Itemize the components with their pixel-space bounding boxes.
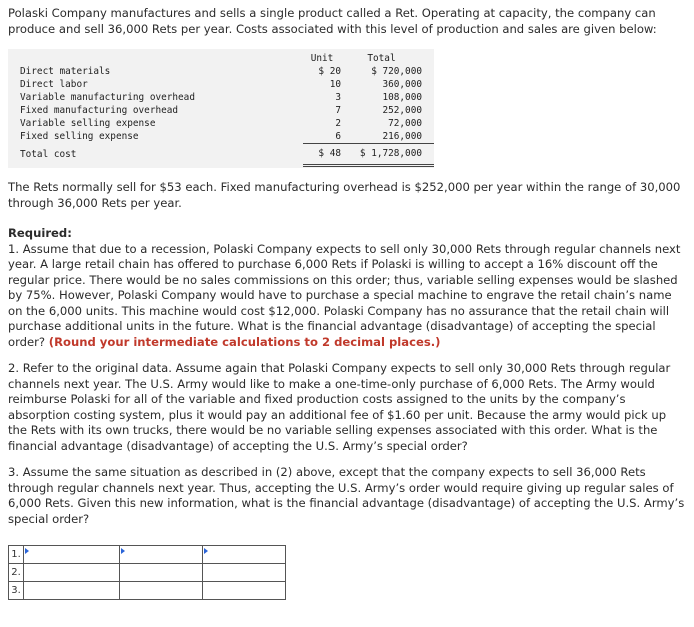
cost-total: 252,000 — [382, 105, 422, 116]
cost-table — [8, 52, 434, 167]
question-3-text: 3. Assume the same situation as described in (2) above, except that the company expects to sell 36,000 Rets through regular channels next year. Thus, accepting the U.S. Army’s order would require giving up regular sales of 6,000 Rets. Given this new information, what is the financial advantage (disadvantage) of accepting the U.S. Army’s special order? — [8, 465, 685, 526]
cost-label: Fixed selling expense — [20, 131, 139, 143]
cost-total: 360,000 — [382, 79, 422, 90]
cost-label: Fixed manufacturing overhead — [20, 105, 179, 116]
required-section — [8, 226, 686, 350]
answer-row — [9, 546, 286, 564]
cost-total: $ 720,000 — [371, 66, 422, 77]
rounding-note: (Round your intermediate calculations to 2 decimal places.) — [48, 334, 441, 349]
required-title: Required: — [8, 226, 72, 240]
question-1-text: 1. Assume that due to a recession, Polaski Company expects to sell only 30,000 Rets through regular channels next year. A large retail chain has offered to purchase 6,000 Rets if Polaski is willing to accept a 16% discount off the regular price. There would be no sales commissions on this order; thus, variable selling expenses would be slashed by 75%. However, Polaski Company would have to purchase a special machine to engrave the retail chain’s name on the 6,000 units. This machine would cost $12,000. Polaski Company has no assurance that the retail chain will purchase additional units in the future. What is the financial advantage (disadvantage) of accepting the special order? — [8, 241, 681, 349]
total-cost-unit: $ 48 — [303, 144, 341, 166]
answer-input-cell[interactable] — [203, 546, 286, 564]
input-flag-icon — [121, 548, 125, 554]
sell-price-note: The Rets normally sell for $53 each. Fixed manufacturing overhead is $252,000 per year within the range of 30,000 through 36,000 Rets per year. — [8, 180, 681, 210]
total-column-header: Total — [367, 53, 396, 64]
cost-unit: $ 20 — [318, 66, 341, 77]
cost-table-header — [8, 52, 434, 65]
cost-total: 72,000 — [388, 118, 422, 129]
answer-input-cell[interactable] — [24, 546, 120, 564]
cost-total: 216,000 — [341, 130, 434, 144]
unit-column-header: Unit — [310, 53, 334, 64]
total-cost-total: $ 1,728,000 — [341, 144, 434, 166]
cost-label: Direct materials — [20, 66, 111, 77]
answer-input-cell[interactable] — [24, 582, 120, 600]
cost-total-row — [8, 144, 434, 166]
cost-unit: 6 — [303, 130, 341, 144]
cost-unit: 7 — [335, 105, 341, 116]
answer-row — [9, 582, 286, 600]
answer-input-cell[interactable] — [120, 582, 203, 600]
cost-row — [8, 91, 434, 104]
cost-label: Variable manufacturing overhead — [20, 92, 195, 103]
answer-row-number: 2. — [9, 564, 24, 582]
total-cost-label: Total cost — [20, 148, 77, 160]
cost-table-panel — [8, 49, 434, 168]
cost-unit: 3 — [335, 92, 341, 103]
answer-input-cell[interactable] — [24, 564, 120, 582]
cost-unit: 10 — [329, 79, 341, 90]
cost-row — [8, 104, 434, 117]
cost-label: Direct labor — [20, 79, 88, 90]
input-flag-icon — [204, 548, 208, 554]
cost-unit: 2 — [335, 118, 341, 129]
cost-row — [8, 117, 434, 130]
cost-row — [8, 65, 434, 78]
input-flag-icon — [25, 548, 29, 554]
answer-input-cell[interactable] — [203, 582, 286, 600]
answer-input-cell[interactable] — [203, 564, 286, 582]
answer-input-cell[interactable] — [120, 546, 203, 564]
answer-row — [9, 564, 286, 582]
cost-total: 108,000 — [382, 92, 422, 103]
cost-row — [8, 78, 434, 91]
answer-table — [8, 545, 286, 600]
question-2-text: 2. Refer to the original data. Assume again that Polaski Company expects to sell only 30,000 Rets through regular channels next year. The U.S. Army would like to make a one-time-only purchase of 6,000 Rets. The Army would reimburse Polaski for all of the variable and fixed production costs assigned to the units by the company’s absorption costing system, plus it would pay an additional fee of $1.60 per unit. Because the army would pick up the Rets with its own trucks, there would be no variable selling expenses associated with this order. What is the financial advantage (disadvantage) of accepting the U.S. Army’s special order? — [8, 361, 671, 453]
cost-label: Variable selling expense — [20, 118, 156, 129]
answer-input-cell[interactable] — [120, 564, 203, 582]
intro-paragraph: Polaski Company manufactures and sells a single product called a Ret. Operating at capacity, the company can produce and sell 36,000 Rets per year. Costs associated with this level of production and sales are given below: — [8, 6, 657, 36]
answer-row-number: 1. — [9, 546, 24, 564]
answer-row-number: 3. — [9, 582, 24, 600]
cost-row — [8, 130, 434, 144]
